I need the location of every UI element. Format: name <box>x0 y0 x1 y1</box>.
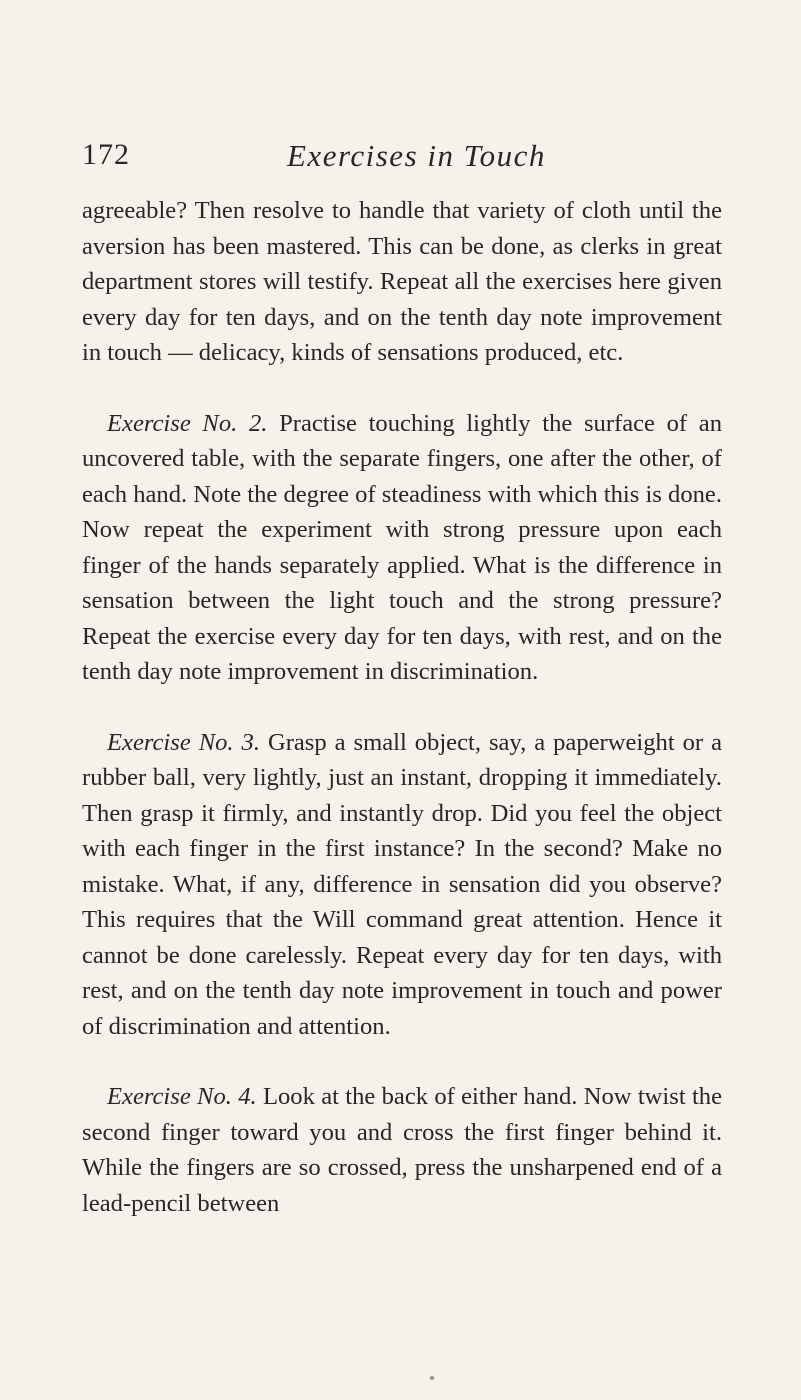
exercise-label: Exercise No. 2. <box>107 409 268 437</box>
paragraph-exercise-2 <box>82 406 722 690</box>
exercise-label: Exercise No. 3. <box>107 728 260 756</box>
print-speck <box>430 1376 434 1380</box>
paragraph-text: Practise touching lightly the surface of an uncovered table, with the separate fingers, one after the other, of each hand. Note the degree of steadiness with which this is done. Now repeat the experiment with strong pressure upon each finger of the hands separately applied. What is the difference in sensation between the light touch and the strong pressure? Repeat the exercise every day for ten days, with rest, and on the tenth day note improvement in discrimination. <box>82 409 722 685</box>
paragraph-text: Look at the back of either hand. Now twist the second finger toward you and cross the first finger behind it. While the fingers are so crossed, press the unsharpened end of a lead-pencil between <box>82 1083 723 1217</box>
paragraph-continuation <box>82 193 722 371</box>
paragraph-text: agreeable? Then resolve to handle that variety of cloth until the aversion has been mastered. This can be done, as clerks in great department stores will testify. Repeat all the exercises here given every day for ten days, and on the tenth day note improvement in touch — delicacy, kinds of sensations produced, etc. <box>82 197 722 366</box>
running-head <box>82 138 722 178</box>
page-number: 172 <box>82 138 130 171</box>
exercise-label: Exercise No. 4. <box>107 1083 257 1110</box>
paragraph-exercise-3 <box>82 725 722 1045</box>
page-header-title: Exercises in Touch <box>287 138 546 173</box>
paragraph-text: Grasp a small object, say, a paperweight or a rubber ball, very lightly, just an instant, dropping it immediately. Then grasp it firmly, and instantly drop. Did you feel the object with each finger in the first instance? In the second? Make no mistake. What, if any, difference in sensation did you observe? This requires that the Will command great attention. Hence it cannot be done carelessly. Repeat every day for ten days, with rest, and on the tenth day note improvement in touch and power of discrimination and attention. <box>82 728 722 1040</box>
body-text <box>82 193 722 1221</box>
paragraph-exercise-4 <box>82 1079 722 1221</box>
